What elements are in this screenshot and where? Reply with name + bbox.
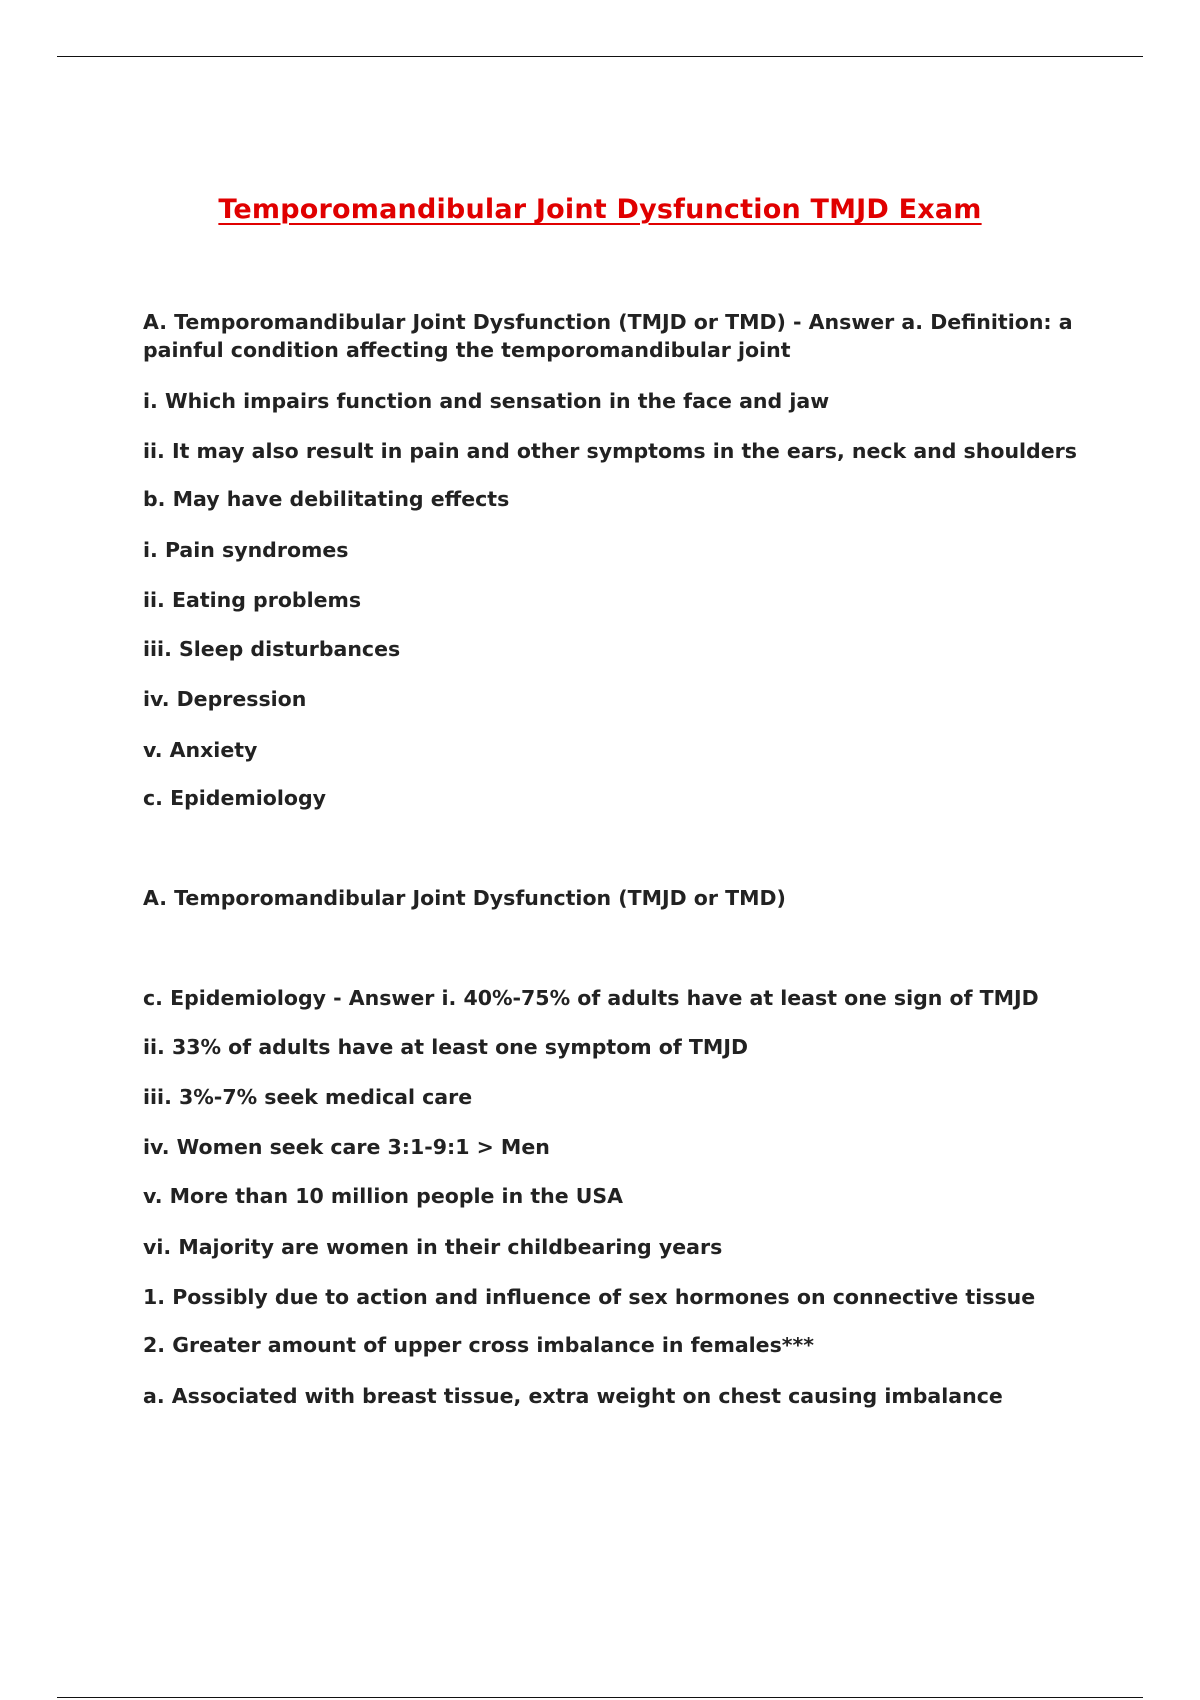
text-line: c. Epidemiology [143, 786, 326, 810]
text-line: iv. Depression [143, 687, 307, 711]
text-line: 1. Possibly due to action and influence of sex hormones on connective tissue [143, 1285, 1036, 1309]
text-line: b. May have debilitating effects [143, 487, 510, 511]
text-line: iii. 3%-7% seek medical care [143, 1085, 473, 1109]
text-line: v. More than 10 million people in the USA [143, 1184, 624, 1208]
document-title: Temporomandibular Joint Dysfunction TMJD Exam [218, 194, 982, 225]
text-line: vi. Majority are women in their childbearing years [143, 1235, 723, 1259]
bottom-rule [57, 1697, 1143, 1698]
text-line: iv. Women seek care 3:1-9:1 > Men [143, 1135, 550, 1159]
text-line: c. Epidemiology - Answer i. 40%-75% of adults have at least one sign of TMJD [143, 986, 1039, 1010]
text-line: ii. It may also result in pain and other symptoms in the ears, neck and shoulders [143, 439, 1077, 463]
text-line: i. Pain syndromes [143, 538, 349, 562]
text-line: ii. Eating problems [143, 588, 362, 612]
text-line: iii. Sleep disturbances [143, 637, 401, 661]
text-line: a. Associated with breast tissue, extra weight on chest causing imbalance [143, 1384, 1003, 1408]
text-line: 2. Greater amount of upper cross imbalance in females*** [143, 1333, 814, 1357]
text-line: i. Which impairs function and sensation in the face and jaw [143, 389, 830, 413]
text-line: A. Temporomandibular Joint Dysfunction (TMJD or TMD) - Answer a. Definition: a painful condition affecting the temporomandibular joint [143, 310, 1073, 362]
top-rule [57, 56, 1143, 57]
text-line: ii. 33% of adults have at least one symptom of TMJD [143, 1035, 748, 1059]
text-line: A. Temporomandibular Joint Dysfunction (TMJD or TMD) [143, 886, 786, 910]
text-line: v. Anxiety [143, 738, 258, 762]
